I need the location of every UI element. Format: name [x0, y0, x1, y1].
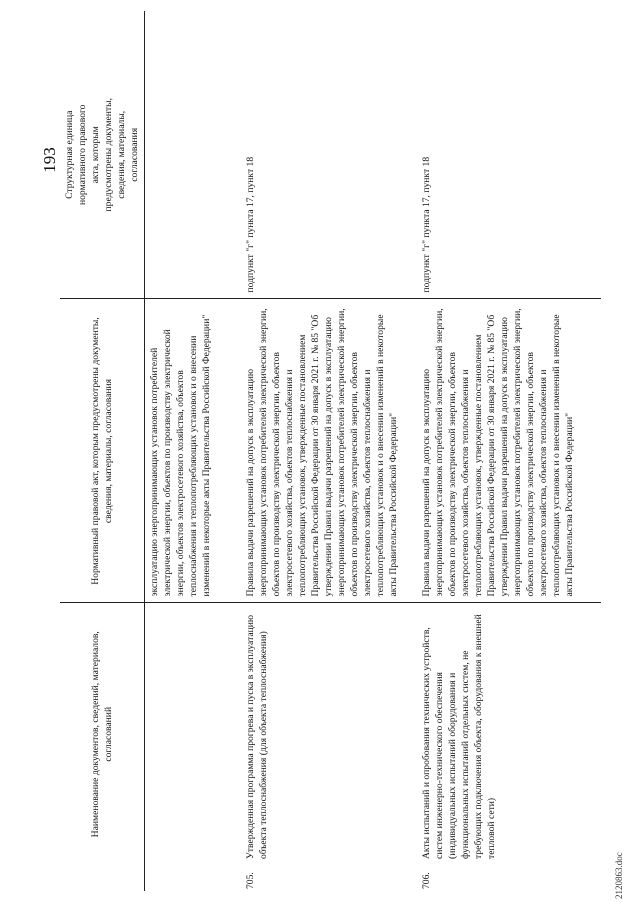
header-number: [60, 865, 145, 891]
row-act: Правила выдачи разрешений на допуск в эксплуатацию энергопринимающих установок потребителей электрической энергии, объектов по производству электрической энергии, объектов электросетевого хозяйства, объектов теплоснабжения и теплопотребляющих установок, утвержденные постановлением Правительства Российской Федерации от 30 января 2021 г. № 85 "Об утверждении Правил выдачи разрешений на допуск в эксплуатацию энергопринимающих установок потребителей электрической энергии, объектов по производству электрической энергии, объектов электросетевого хозяйства, объектов теплоснабжения и теплопотребляющих установок и о внесении изменений в некоторые акты Правительства Российской Федерации": [241, 299, 417, 603]
row-number: 705.: [245, 872, 256, 889]
table-row: [417, 11, 601, 891]
table-header-row: [60, 11, 145, 891]
header-name: Наименование документов, сведений, материалов, согласований: [60, 603, 145, 865]
row-unit: подпункт "г" пункта 17, пункт 18: [245, 156, 256, 293]
row-unit: [145, 11, 242, 299]
file-name: 2120863.doc: [614, 852, 624, 899]
page-number: 193: [40, 147, 59, 173]
row-number: [145, 865, 242, 891]
row-name: Акты испытаний и опробования технических устройств, систем инженерно-технического обеспечения (индивидуальных испытаний оборудования и функциональных испытаний отдельных систем, не требующих подключения объекта, оборудования к внешней тепловой сети): [421, 614, 497, 859]
row-act: эксплуатацию энергопринимающих установок потребителей электрической энергии, объектов по производству электрической энергии, объектов электросетевого хозяйства, объектов теплоснабжения и теплопотребляющих установок и о внесении изменений в некоторые акты Правительства Российской Федерации": [145, 299, 242, 603]
row-name: Утвержденная программа прогрева и пуска в эксплуатацию объекта теплоснабжения (для объекта теплоснабжения): [245, 614, 269, 859]
row-unit: подпункт "г" пункта 17, пункт 18: [421, 156, 432, 293]
header-act: Нормативный правовой акт, которым предусмотрены документы, сведения, материалы, согласования: [60, 299, 145, 603]
header-unit-text: Структурная единица нормативного правового акта, которым предусмотрены документы, сведения, материалы, согласования: [64, 98, 140, 212]
row-name: [145, 603, 242, 865]
row-number: 706.: [421, 872, 432, 889]
header-unit: [60, 11, 145, 299]
table-row: [145, 11, 242, 891]
row-act: Правила выдачи разрешений на допуск в эксплуатацию энергопринимающих установок потребителей электрической энергии, объектов по производству электрической энергии, объектов электросетевого хозяйства, объектов теплоснабжения и теплопотребляющих установок, утвержденные постановлением Правительства Российской Федерации от 30 января 2021 г. № 85 "Об утверждении Правил выдачи разрешений на допуск в эксплуатацию энергопринимающих установок потребителей электрической энергии, объектов по производству электрической энергии, объектов электросетевого хозяйства, объектов теплоснабжения и теплопотребляющих установок и о внесении изменений в некоторые акты Правительства Российской Федерации": [417, 299, 601, 603]
documents-table: [60, 11, 601, 891]
table-row: [241, 11, 417, 891]
